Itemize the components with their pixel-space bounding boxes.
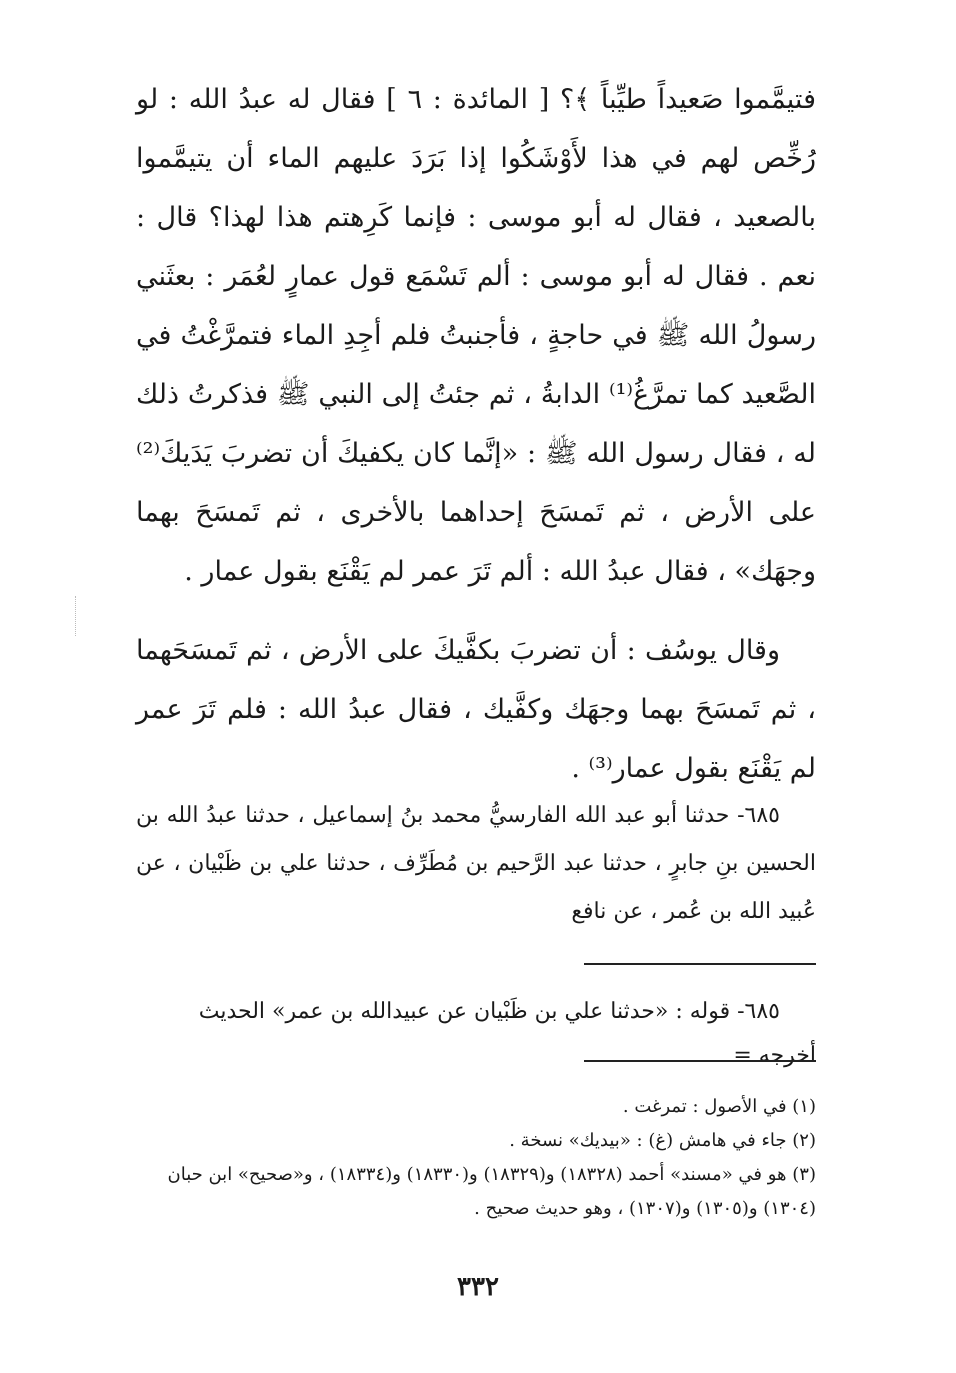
separator-rule-top	[584, 963, 816, 965]
footnotes-list	[136, 1090, 816, 1226]
hadith-685	[136, 792, 816, 936]
footnote-2: (٢) جاء في هامش (غ) : «بيديك» نسخة .	[509, 1130, 816, 1151]
footnote-1: (١) في الأصول : تمرغت .	[622, 1096, 816, 1117]
main-paragraph-2: وقال يوسُف : أن تضربَ بكفَّيكَ على الأرض ، ثم تَمسَحَهما ، ثم تَمسَحَ بهما وجهَك وكفَّيك ، فقال عبدُ الله : فلم تَرَ عمر لم يَقْنَع بقول عمار⁽³⁾ .	[136, 635, 816, 784]
hadith-text: ٦٨٥- حدثنا أبو عبد الله الفارسيُّ محمد بنُ إسماعيل ، حدثنا عبدُ الله بن الحسين بنِ جابرٍ ، حدثنا عبد الرَّحيم بن مُطَرِّف ، حدثنا علي بن ظَبْيان ، عن عُبيد الله بن عُمر ، عن نافع	[136, 803, 816, 924]
page-number: ٣٣٢	[457, 1272, 499, 1302]
main-text-block	[136, 70, 816, 798]
margin-mark	[75, 596, 77, 636]
commentary-text: ٦٨٥- قوله : «حدثنا علي بن ظَبْيان عن عبيدالله بن عمر» الحديث أخرجه =	[198, 999, 816, 1068]
commentary-685	[136, 990, 816, 1078]
separator-rule-bottom	[584, 1060, 816, 1062]
footnote-3: (٣) هو في «مسند» أحمد (١٨٣٢٨) و(١٨٣٢٩) و(١٨٣٣٠) و(١٨٣٣٤) ، و«صحيح» ابن حبان (١٣٠٤) و(١٣٠٥) و(١٣٠٧) ، وهو حديث صحيح .	[167, 1164, 816, 1219]
main-paragraph-1: فتيمَّموا صَعيداً طيِّباً ﴾؟ [ المائدة : ٦ ] فقال له عبدُ الله : لو رُخِّص لهم في هذا لأَوْشَكُوا إذا بَرَدَ عليهم الماء أن يتيمَّموا بالصعيد ، فقال له أبو موسى : فإنما كَرِهتم هذا لهذا؟ قال : نعم . فقال له أبو موسى : ألم تَسْمَع قول عمارٍ لعُمَر : بعثَني رسولُ الله ﷺ في حاجةٍ ، فأجنبتُ فلم أجِدِ الماء فتمرَّغْتُ في الصَّعيد كما تمرَّغُ⁽¹⁾ الدابةُ ، ثم جئتُ إلى النبي ﷺ فذكرتُ ذلك له ، فقال رسول الله ﷺ : «إنَّما كان يكفيكَ أن تضربَ يَدَيكَ⁽²⁾ على الأرض ، ثم تَمسَحَ إحداهما بالأخرى ، ثم تَمسَحَ بهما وجهَك» ، فقال عبدُ الله : ألم تَرَ عمر لم يَقْنَع بقول عمار .	[136, 84, 817, 587]
